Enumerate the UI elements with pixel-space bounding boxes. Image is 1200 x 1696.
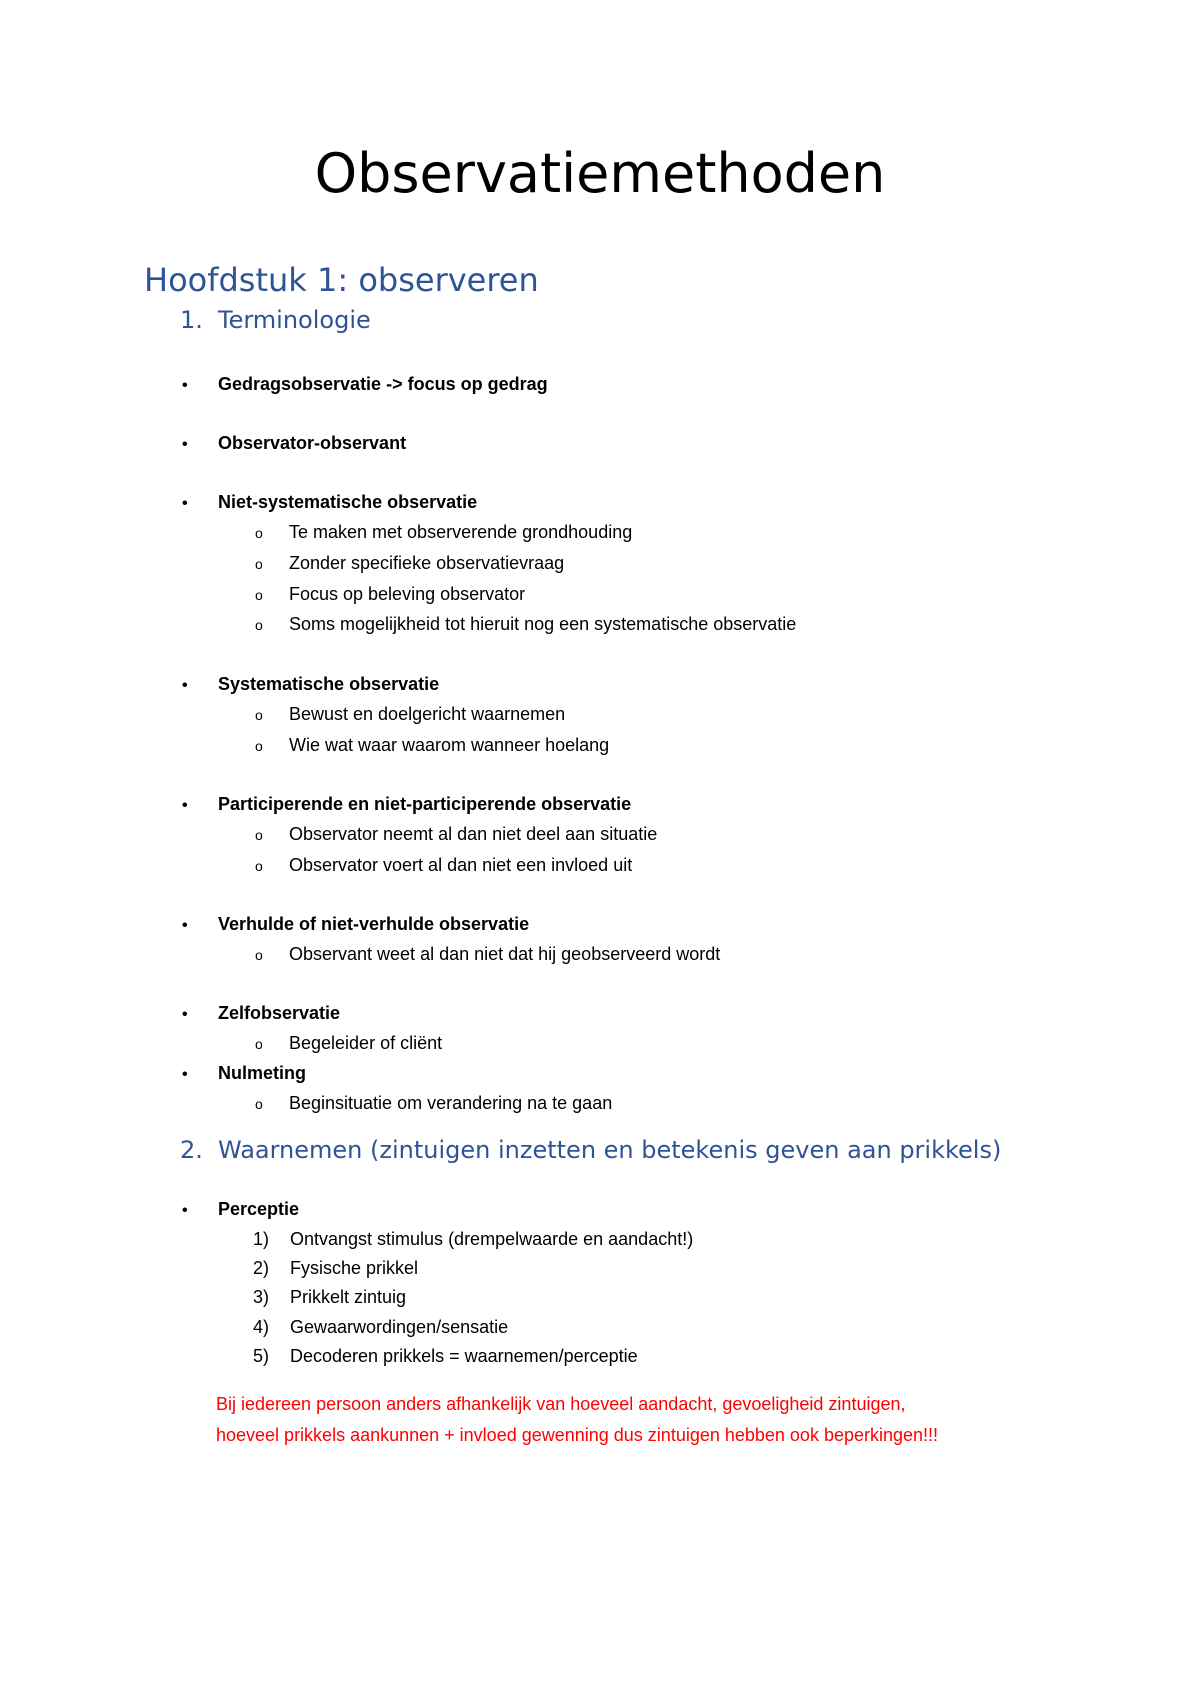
list-item-label: Gedragsobservatie -> focus op gedrag [218, 374, 548, 394]
sub-list-item [255, 582, 525, 607]
sub-list-item-text: Wie wat waar waarom wanneer hoelang [289, 735, 610, 755]
sub-list-item-text: Focus op beleving observator [289, 584, 526, 604]
list-item-label: Participerende en niet-participerende observatie [218, 794, 632, 814]
bullet-icon: • [182, 797, 188, 814]
list-item-label: Perceptie [218, 1199, 300, 1219]
circle-bullet-icon: o [255, 1096, 263, 1112]
list-item [182, 372, 548, 398]
circle-bullet-icon: o [255, 556, 263, 572]
list-item [182, 792, 631, 818]
numbered-item-text: Prikkelt zintuig [290, 1287, 407, 1307]
circle-bullet-icon: o [255, 858, 263, 874]
bullet-icon: • [182, 1066, 188, 1083]
chapter-heading: Hoofdstuk 1: observeren [144, 261, 539, 299]
sub-list-item-text: Observator voert al dan niet een invloed uit [289, 855, 633, 875]
circle-bullet-icon: o [255, 617, 263, 633]
numbered-item [253, 1344, 638, 1368]
list-item [182, 1197, 299, 1223]
bullet-icon: • [182, 495, 188, 512]
item-number: 3) [253, 1287, 270, 1307]
sub-list-item [255, 702, 565, 727]
section-number: 1. [180, 306, 203, 334]
numbered-item-text: Ontvangst stimulus (drempelwaarde en aandacht!) [290, 1229, 694, 1249]
sub-list-item [255, 520, 632, 545]
circle-bullet-icon: o [255, 707, 263, 723]
list-item-label: Zelfobservatie [218, 1003, 341, 1023]
section-title: Waarnemen (zintuigen inzetten en betekenis geven aan prikkels) [218, 1136, 1002, 1164]
sub-list-item-text: Begeleider of cliënt [289, 1033, 443, 1053]
sub-list-item-text: Soms mogelijkheid tot hieruit nog een systematische observatie [289, 614, 797, 634]
list-item-label: Verhulde of niet-verhulde observatie [218, 914, 530, 934]
circle-bullet-icon: o [255, 947, 263, 963]
sub-list-item-text: Zonder specifieke observatievraag [289, 553, 565, 573]
circle-bullet-icon: o [255, 1036, 263, 1052]
item-number: 5) [253, 1346, 270, 1366]
sub-list-item [255, 612, 796, 637]
circle-bullet-icon: o [255, 525, 263, 541]
list-item-label: Observator-observant [218, 433, 407, 453]
sub-list-item [255, 853, 632, 878]
list-item-label: Niet-systematische observatie [218, 492, 478, 512]
circle-bullet-icon: o [255, 827, 263, 843]
numbered-item-text: Gewaarwordingen/sensatie [290, 1317, 509, 1337]
item-number: 4) [253, 1317, 270, 1337]
bullet-icon: • [182, 436, 188, 453]
sub-list-item-text: Observator neemt al dan niet deel aan situatie [289, 824, 658, 844]
numbered-item [253, 1315, 508, 1339]
list-item [182, 912, 529, 938]
circle-bullet-icon: o [255, 738, 263, 754]
list-item [182, 1061, 306, 1087]
numbered-item-text: Decoderen prikkels = waarnemen/perceptie [290, 1346, 638, 1366]
bullet-icon: • [182, 677, 188, 694]
section-number: 2. [180, 1136, 203, 1164]
section-heading-terminologie [180, 303, 371, 337]
bullet-icon: • [182, 917, 188, 934]
numbered-item [253, 1256, 418, 1280]
highlight-note-line: hoeveel prikkels aankunnen + invloed gewenning dus zintuigen hebben ook beperkingen!!! [216, 1425, 939, 1445]
list-item [182, 1001, 340, 1027]
bullet-icon: • [182, 1202, 188, 1219]
sub-list-item-text: Observant weet al dan niet dat hij geobserveerd wordt [289, 944, 721, 964]
highlight-note-line: Bij iedereen persoon anders afhankelijk van hoeveel aandacht, gevoeligheid zintuigen, [216, 1394, 906, 1414]
sub-list-item [255, 1091, 612, 1116]
item-number: 1) [253, 1229, 270, 1249]
section-heading-waarnemen [180, 1133, 1001, 1167]
list-item [182, 431, 406, 457]
list-item-label: Nulmeting [218, 1063, 306, 1083]
sub-list-item [255, 822, 657, 847]
sub-list-item-text: Te maken met observerende grondhouding [289, 522, 633, 542]
numbered-item-text: Fysische prikkel [290, 1258, 419, 1278]
sub-list-item-text: Beginsituatie om verandering na te gaan [289, 1093, 613, 1113]
bullet-icon: • [182, 377, 188, 394]
sub-list-item [255, 1031, 442, 1056]
numbered-item [253, 1285, 406, 1309]
list-item-label: Systematische observatie [218, 674, 440, 694]
sub-list-item [255, 733, 609, 758]
sub-list-item-text: Bewust en doelgericht waarnemen [289, 704, 566, 724]
bullet-icon: • [182, 1006, 188, 1023]
item-number: 2) [253, 1258, 270, 1278]
list-item [182, 490, 477, 516]
section-title: Terminologie [218, 306, 371, 334]
sub-list-item [255, 551, 564, 576]
circle-bullet-icon: o [255, 587, 263, 603]
sub-list-item [255, 942, 720, 967]
document-title: Observatiemethoden [314, 142, 886, 205]
list-item [182, 672, 439, 698]
numbered-item [253, 1227, 693, 1251]
